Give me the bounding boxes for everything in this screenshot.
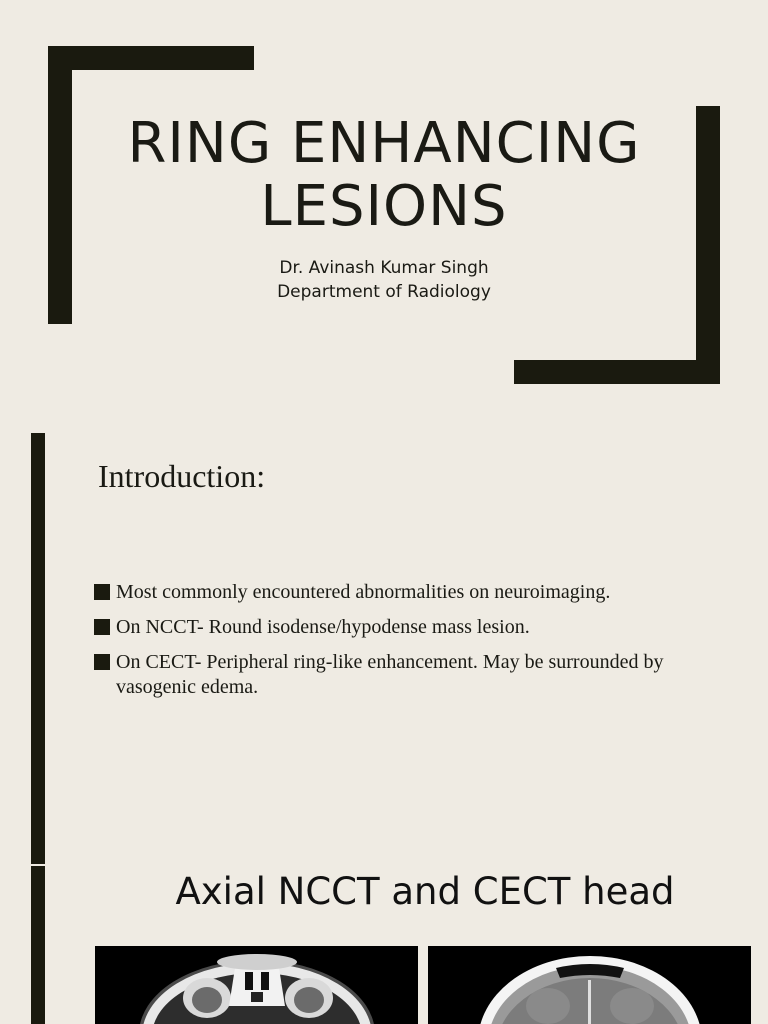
square-bullet-icon [94, 584, 110, 600]
cect-scan-graphic [428, 946, 751, 1024]
bullet-list [94, 580, 714, 710]
author-name: Dr. Avinash Kumar Singh [279, 258, 489, 278]
frame-top-left-horizontal [48, 46, 254, 70]
title-slide [0, 0, 768, 430]
frame-bottom-right-horizontal [514, 360, 720, 384]
bullet-text: On CECT- Peripheral ring-like enhancement. May be surrounded by vasogenic edema. [116, 651, 664, 698]
bullet-item [94, 650, 714, 700]
ncct-scan-image [95, 946, 418, 1024]
ct-images-slide [0, 866, 768, 1024]
bullet-text: Most commonly encountered abnormalities on neuroimaging. [116, 581, 611, 603]
cect-scan-image [428, 946, 751, 1024]
left-accent-bar [31, 433, 45, 864]
introduction-heading: Introduction: [98, 458, 266, 494]
slide-title [0, 112, 768, 238]
ct-slide-title: Axial NCCT and CECT head [175, 870, 675, 913]
slide-title-line-1: RING ENHANCING [127, 111, 641, 176]
slide-subtitle [0, 256, 768, 304]
ncct-scan-graphic [95, 946, 418, 1024]
bullet-item [94, 580, 714, 605]
bullet-text: On NCCT- Round isodense/hypodense mass lesion. [116, 616, 530, 638]
introduction-slide [0, 432, 768, 864]
department-name: Department of Radiology [277, 282, 491, 302]
slide-title-line-2: LESIONS [260, 174, 508, 239]
square-bullet-icon [94, 654, 110, 670]
bullet-item [94, 615, 714, 640]
square-bullet-icon [94, 619, 110, 635]
